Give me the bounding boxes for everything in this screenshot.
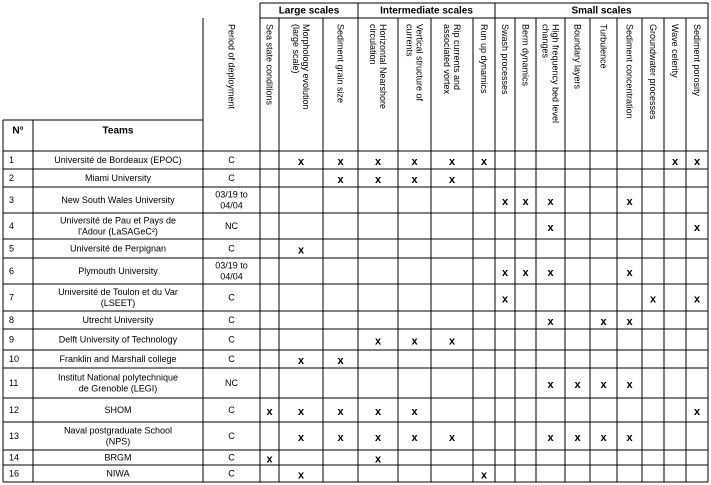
team-name: Plymouth University (78, 266, 158, 276)
deployment-period: C (228, 173, 235, 183)
check-mark: x (297, 244, 305, 257)
check-mark: x (297, 406, 305, 418)
team-name: NIWA (106, 468, 130, 479)
deployment-period: C (228, 243, 235, 254)
check-mark: x (411, 174, 418, 186)
deployment-period: C (228, 155, 235, 165)
deployment-period: C (228, 354, 235, 364)
check-mark: x (297, 156, 305, 168)
team-name: Université de Toulon et du Var (LSEET) (58, 287, 178, 308)
check-mark: x (411, 335, 418, 348)
row-number: 6 (9, 266, 15, 276)
check-mark: x (337, 355, 344, 367)
column-header: Horizontal Nearshorecirculation (368, 24, 388, 110)
row-number: 11 (9, 378, 19, 388)
check-mark: x (547, 379, 554, 391)
check-mark: x (374, 156, 382, 168)
team-name: SHOM (104, 405, 132, 415)
check-mark: x (266, 406, 273, 418)
check-mark: x (693, 293, 701, 306)
team-name: Université de Perpignan (69, 243, 167, 254)
check-mark: x (574, 432, 581, 444)
row-number: 10 (9, 354, 20, 364)
check-mark: x (337, 406, 344, 418)
column-header: Wave celerity (670, 24, 680, 78)
deployment-period: C (228, 405, 235, 415)
team-name: Institut National polytechnique de Grenoble (LEGI) (57, 372, 179, 394)
team-name: Delft University of Technology (58, 334, 178, 345)
row-number: 16 (9, 468, 20, 479)
check-mark: x (411, 406, 418, 418)
group-header: Large scales (278, 5, 340, 17)
number-header: N° (12, 125, 24, 137)
deployment-period: 03/19 to 04/04 (215, 189, 248, 211)
column-header: Turbulence (598, 24, 609, 69)
check-mark: x (501, 196, 509, 208)
team-name: Utrecht University (82, 315, 154, 325)
row-number: 9 (9, 334, 15, 345)
column-header: Vertical structure ofcurrents (404, 24, 425, 102)
deployment-period: C (228, 431, 235, 441)
check-mark: x (266, 453, 273, 466)
row-number: 2 (9, 173, 15, 183)
team-name: Miami University (84, 173, 152, 183)
check-mark: x (693, 222, 701, 234)
check-mark: x (374, 335, 382, 348)
check-mark: x (337, 432, 344, 444)
row-number: 8 (9, 315, 15, 325)
check-mark: x (626, 267, 633, 279)
column-header: Run up dynamics (479, 24, 489, 94)
check-mark: x (626, 316, 633, 328)
check-mark: x (547, 196, 554, 208)
group-header: Small scales (571, 5, 632, 17)
check-mark: x (693, 156, 701, 168)
group-header: Intermediate scales (380, 5, 473, 17)
team-name: New South Wales University (61, 195, 175, 205)
column-header: Sediment porosity (692, 24, 702, 97)
check-mark: x (297, 355, 305, 367)
deployment-period: NC (225, 221, 238, 231)
check-mark: x (337, 174, 344, 186)
check-mark: x (448, 156, 456, 168)
check-mark: x (501, 267, 509, 279)
row-number: 13 (9, 431, 20, 441)
check-mark: x (501, 293, 509, 306)
check-mark: x (448, 174, 456, 186)
deployment-period: 03/19 to 04/04 (215, 260, 248, 282)
row-number: 4 (9, 221, 15, 231)
check-mark: x (600, 432, 607, 444)
row-number: 12 (9, 405, 20, 415)
check-mark: x (574, 379, 581, 391)
check-mark: x (374, 406, 382, 418)
deployment-period: C (228, 334, 235, 345)
check-mark: x (411, 156, 418, 168)
teams-header: Teams (102, 125, 134, 137)
team-name: Université de Bordeaux (EPOC) (54, 155, 182, 165)
period-header: Period of deployment (226, 24, 237, 110)
check-mark: x (448, 432, 456, 444)
row-number: 3 (9, 195, 15, 205)
column-header: Sea state conditions (264, 24, 275, 106)
team-name: Naval postgraduate School (NPS) (63, 425, 173, 447)
check-mark: x (448, 335, 456, 348)
check-mark: x (337, 156, 344, 168)
check-mark: x (626, 196, 633, 208)
team-name: Université de Pau et Pays de l'Adour (LaSAGeC²) (59, 215, 177, 237)
row-number: 1 (9, 155, 15, 165)
check-mark: x (649, 293, 657, 306)
team-name: BRGM (104, 452, 132, 463)
check-mark: x (600, 379, 607, 391)
check-mark: x (671, 156, 679, 168)
check-mark: x (547, 267, 554, 279)
check-mark: x (374, 432, 382, 444)
check-mark: x (600, 316, 607, 328)
column-header: Sediment grain size (335, 24, 346, 104)
column-header: Rip currents andassociated vortex (442, 24, 462, 95)
check-mark: x (522, 267, 529, 279)
check-mark: x (480, 469, 488, 482)
column-header: Morphology evolution(large scale) (291, 24, 311, 110)
row-number: 14 (9, 452, 20, 463)
check-mark: x (522, 196, 529, 208)
check-mark: x (297, 469, 305, 482)
deployment-period: C (228, 452, 235, 463)
check-mark: x (626, 432, 633, 444)
check-mark: x (547, 316, 554, 328)
check-mark: x (547, 222, 554, 234)
column-header: Berm dynamics (520, 24, 531, 87)
row-number: 7 (9, 292, 15, 303)
column-header: High frequency bed levelchanges (540, 24, 561, 124)
check-mark: x (626, 379, 633, 391)
check-mark: x (374, 174, 382, 186)
row-number: 5 (9, 243, 15, 254)
check-mark: x (411, 432, 418, 444)
column-header: Sediment concentration (624, 24, 635, 119)
check-mark: x (374, 453, 382, 466)
check-mark: x (297, 432, 305, 444)
column-header: Groundwater processes (648, 24, 658, 120)
team-name: Franklin and Marshall college (59, 354, 177, 364)
check-mark: x (547, 432, 554, 444)
column-header: Swash processes (500, 24, 510, 95)
deployment-period: C (228, 315, 235, 325)
deployment-period: C (228, 468, 235, 479)
check-mark: x (693, 406, 701, 418)
deployment-period: NC (225, 378, 238, 388)
column-header: Boundary layers (572, 24, 583, 90)
deployment-period: C (228, 292, 235, 303)
check-mark: x (480, 156, 488, 168)
